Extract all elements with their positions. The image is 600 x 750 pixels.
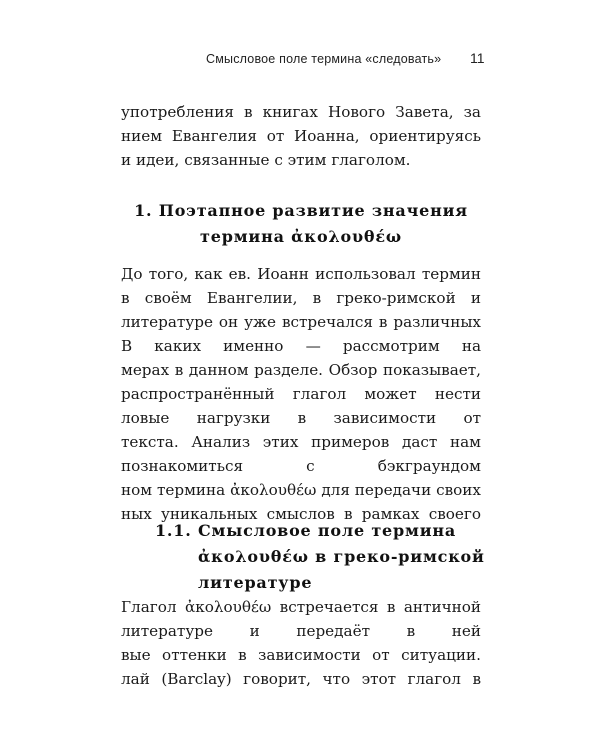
section-1-paragraph bbox=[121, 262, 481, 526]
section-heading-1 bbox=[121, 198, 481, 250]
paragraph-line: лай (Barclay) говорит, что этот глагол в bbox=[121, 670, 481, 688]
heading-line: ἀκολουθέω в греко-римской bbox=[198, 547, 485, 566]
paragraph-line: вые оттенки в зависимости от ситуации. bbox=[121, 646, 481, 664]
heading-line: термина ἀκολουθέω bbox=[200, 227, 402, 246]
paragraph-line: распространённый глагол может нести bbox=[121, 385, 481, 403]
paragraph-line: литературе он уже встречался в различных bbox=[121, 313, 481, 331]
paragraph-line: ных уникальных смыслов в рамках своего bbox=[121, 505, 481, 523]
paragraph-line: литературе и передаёт в ней bbox=[121, 622, 481, 640]
paragraph-line: и идеи, связанные с этим глаголом. bbox=[121, 151, 411, 169]
paragraph-line: ловые нагрузки в зависимости от bbox=[121, 409, 481, 427]
paragraph-line: мерах в данном разделе. Обзор показывает, bbox=[121, 361, 481, 379]
section-1-1-paragraph bbox=[121, 595, 481, 691]
paragraph-line: познакомиться с бэкграундом bbox=[121, 457, 481, 475]
section-number: 1.1. bbox=[155, 521, 192, 540]
paragraph-line: в своём Евангелии, в греко-римской и bbox=[121, 289, 481, 307]
paragraph-line: употребления в книгах Нового Завета, за bbox=[121, 103, 481, 121]
intro-paragraph bbox=[121, 100, 481, 172]
heading-line: литературе bbox=[198, 573, 313, 592]
paragraph-line: нием Евангелия от Иоанна, ориентируясь bbox=[121, 127, 481, 145]
page-number: 11 bbox=[470, 50, 485, 66]
paragraph-line: ном термина ἀκολουθέω для передачи своих bbox=[121, 481, 481, 499]
section-heading-1-1 bbox=[155, 518, 485, 596]
paragraph-line: Глагол ἀκολουθέω встречается в античной bbox=[121, 598, 481, 616]
paragraph-line: До того, как ев. Иоанн использовал термин bbox=[121, 265, 481, 283]
heading-line: 1. Поэтапное развитие значения bbox=[134, 201, 468, 220]
running-head-title: Смысловое поле термина «следовать» bbox=[206, 52, 442, 66]
paragraph-line: В каких именно — рассмотрим на bbox=[121, 337, 481, 355]
paragraph-line: текста. Анализ этих примеров даст нам bbox=[121, 433, 481, 451]
heading-line: Смысловое поле термина bbox=[198, 521, 457, 540]
